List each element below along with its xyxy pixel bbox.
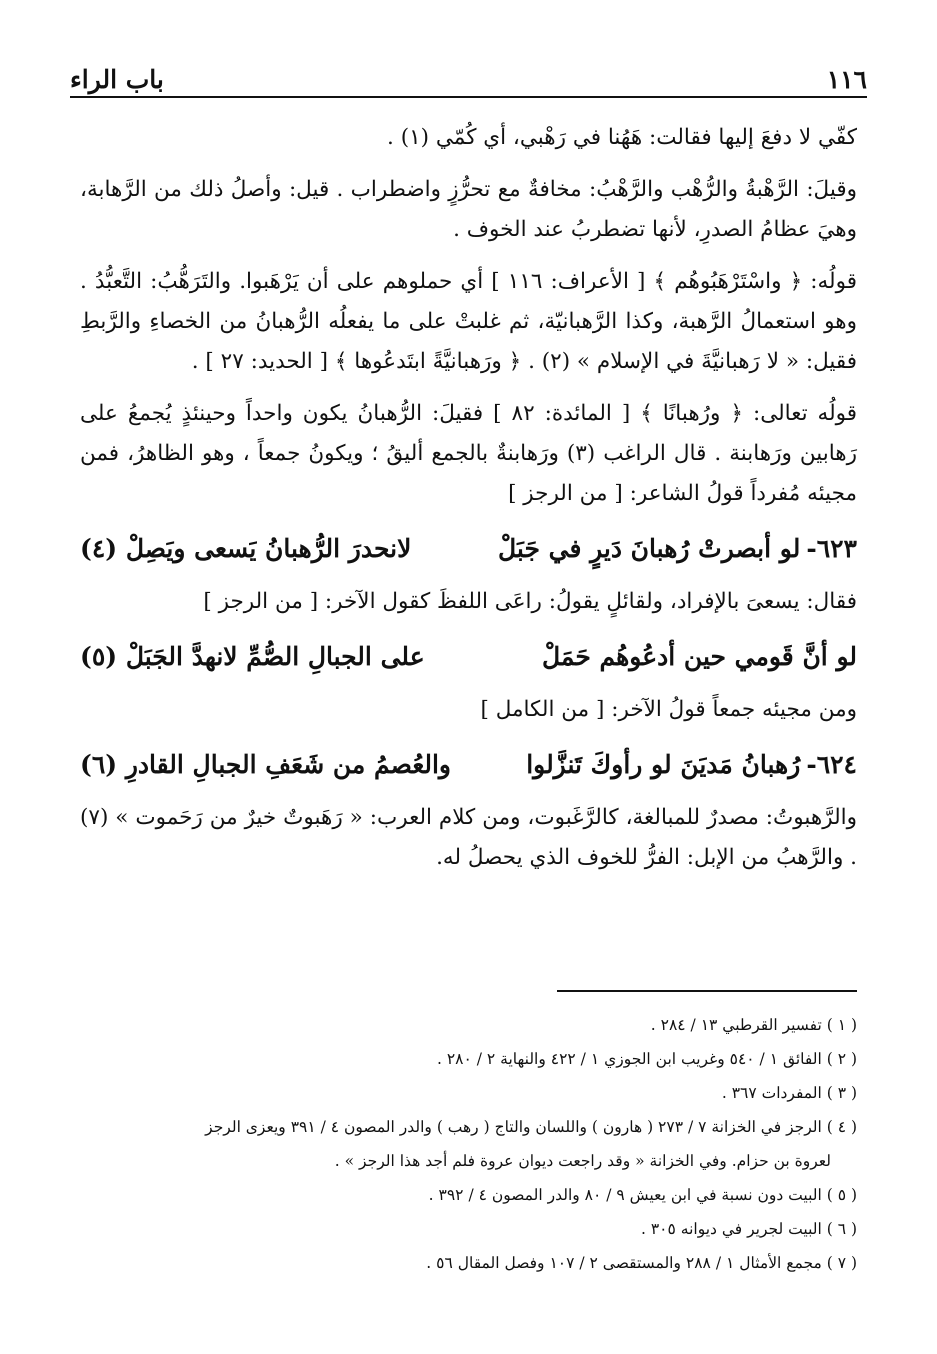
- paragraph: قولُه تعالى: ﴿ ورُهبانًا ﴾ [ المائدة: ٨٢ ] فقيلَ: الرُّهبانُ يكون واحداً وحينئذٍ يُجمعُ على رَهابين ورَهابنة . قال الراغب (٣) ورَهابنةٌ بالجمع أليقُ ؛ ويكونُ جمعاً ، وهو الظاهرُ، فمن مجيئه مُفرداً قولُ الشاعر: [ من الرجز ]: [80, 401, 858, 506]
- footnote: ( ٦ ) البيت لجرير في ديوانه ٣٠٥ .: [641, 1220, 857, 1238]
- verse-second-hemistich: لانحدرَ الرُّهبانُ يَسعى ويَصِلْ (٤): [80, 534, 412, 563]
- verse-number: ٦٢٣-: [806, 534, 857, 563]
- paragraph: قولُه: ﴿ واسْتَرْهَبُوهُم ﴾ [ الأعراف: ١١٦ ] أي حملوهم على أن يَرْهَبوا. والتَرَهُّبُ: التَّعبُّدُ . وهو استعمالُ الرَّهبة، وكذا الرَّهبانيّة، ثم غلبتْ على ما يفعلُه الرُّهبانُ من الخصاءِ والرَّبطِ فقيل: « لا رَهبانيَّةَ في الإسلام » (٢) . ﴿ ورَهبانيَّةً ابتَدعُوها ﴾ [ الحديد: ٢٧ ] .: [80, 269, 857, 374]
- footnote-separator: [557, 990, 857, 992]
- verse-first-hemistich: ٦٢٣-لو أبصرتْ رُهبانَ دَيرٍ في جَبَلْ: [497, 534, 857, 563]
- verse-number: ٦٢٤-: [806, 750, 857, 779]
- header-rule: [70, 96, 867, 98]
- footnote: ( ٧ ) مجمع الأمثال ١ / ٢٨٨ والمستقصى ٢ / ١٠٧ وفصل المقال ٥٦ .: [426, 1254, 857, 1272]
- paragraph: فقال: يسعىَ بالإفراد، ولقائلٍ يقولُ: راعَى اللفظَ كقول الآخر: [ من الرجز ]: [203, 589, 857, 614]
- verse-first-hemistich: لو أنَّ قَومي حين أدعُوهُم حَمَلْ: [541, 642, 857, 671]
- main-text: [80, 118, 857, 890]
- footnote: ( ٥ ) البيت دون نسبة في ابن يعيش ٩ / ٨٠ والدر المصون ٤ / ٣٩٢ .: [428, 1186, 857, 1204]
- page-number: ١١٦: [826, 65, 867, 94]
- footnotes: [80, 1008, 857, 1280]
- footnote: ( ٢ ) الفائق ١ / ٥٤٠ وغريب ابن الجوزي ١ / ٤٢٢ والنهاية ٢ / ٢٨٠ .: [436, 1050, 857, 1068]
- footnote: ( ٣ ) المفردات ٣٦٧ .: [721, 1084, 857, 1102]
- footnote: ( ١ ) تفسير القرطبي ١٣ / ٢٨٤ .: [650, 1016, 857, 1034]
- paragraph: والرَّهبوتُ: مصدرٌ للمبالغة، كالرَّغَبوت، ومن كلام العرب: « رَهَبوتٌ خيرٌ من رَحَموت » (٧) . والرَّهبُ من الإبل: الفرُّ للخوف الذي يحصلُ له.: [80, 805, 857, 870]
- verse-line: [80, 526, 857, 572]
- paragraph: ومن مجيئه جمعاً قولُ الآخر: [ من الكامل ]: [480, 697, 857, 722]
- page-header: [70, 58, 867, 94]
- verse-second-hemistich: على الجبالِ الصُّمِّ لانهدَّ الجَبَلْ (٥): [80, 642, 425, 671]
- footnote-continuation: لعروة بن حزام. وفي الخزانة « وقد راجعت ديوان عروة فلم أجد هذا الرجز » .: [334, 1152, 831, 1170]
- verse-line: [80, 634, 857, 680]
- chapter-title: باب الراء: [70, 65, 164, 94]
- verse-second-hemistich: والعُصمُ من شَعَفِ الجبالِ القادرِ (٦): [80, 750, 452, 779]
- paragraph: وقيلَ: الرَّهْبةُ والرُّهْب والرَّهْبُ: مخافةٌ مع تحرُّزٍ واضطراب . قيل: وأصلُ ذلك من الرَّهابة، وهيَ عظامُ الصدرِ، لأنها تضطربُ عند الخوف .: [80, 177, 857, 242]
- verse-first-hemistich: ٦٢٤-رُهبانُ مَديَنَ لو رأوكَ تَنزَّلوا: [526, 750, 857, 779]
- verse-line: [80, 742, 857, 788]
- footnote: ( ٤ ) الرجز في الخزانة ٧ / ٢٧٣ ( هارون ) واللسان والتاج ( رهب ) والدر المصون ٤ / ٣٩١ ويعزى الرجز: [205, 1118, 857, 1136]
- paragraph: كفّي لا دفعَ إليها فقالت: هَهُنا في رَهْبي، أي كُمّي (١) .: [387, 125, 857, 150]
